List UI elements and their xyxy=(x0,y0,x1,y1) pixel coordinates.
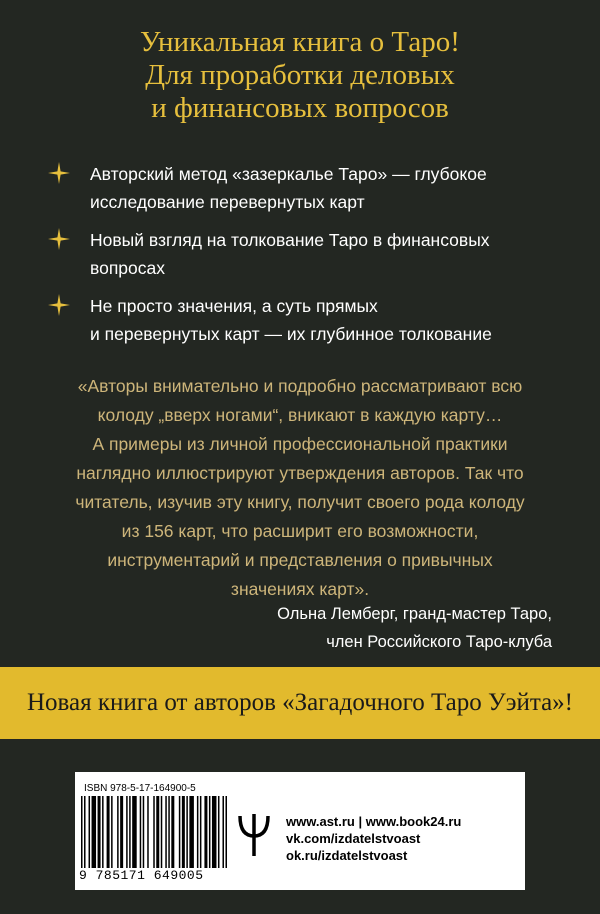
feature-line: Не просто значения, а суть прямых xyxy=(90,296,378,316)
headline-line-3: и финансовых вопросов xyxy=(151,92,449,124)
barcode-panel xyxy=(75,772,525,890)
feature-line: Авторский метод «зазеркалье Таро» — глубокое xyxy=(90,164,487,184)
quote-line: значениях карт». xyxy=(230,579,370,599)
link-ok[interactable]: ok.ru/izdatelstvoast xyxy=(286,848,408,863)
feature-line: Новый взгляд на толкование Таро в финансовых xyxy=(90,230,490,250)
headline-line-2: Для проработки деловых xyxy=(145,59,455,91)
banner-text: Новая книга от авторов «Загадочного Таро Уэйта»! xyxy=(27,689,573,716)
link-websites[interactable]: www.ast.ru | www.book24.ru xyxy=(286,814,462,829)
feature-item xyxy=(48,226,568,282)
feature-line: вопросах xyxy=(90,258,166,278)
headline xyxy=(0,26,600,125)
quote-line: наглядно иллюстрируют утверждения авторов. Так что xyxy=(76,463,524,483)
feature-line: и перевернутых карт — их глубинное толкование xyxy=(90,324,492,344)
quote-line: из 156 карт, что расширит его возможности, xyxy=(121,521,479,541)
attribution-line: член Российского Таро-клуба xyxy=(326,633,552,651)
four-point-star-icon xyxy=(48,228,70,250)
isbn-label: ISBN 978-5-17-164900-5 xyxy=(84,783,196,794)
feature-list xyxy=(48,160,568,358)
barcode-icon xyxy=(81,796,227,868)
four-point-star-icon xyxy=(48,162,70,184)
feature-line: исследование перевернутых карт xyxy=(90,192,365,212)
review-quote xyxy=(30,372,570,604)
feature-item xyxy=(48,292,568,348)
four-point-star-icon xyxy=(48,294,70,316)
quote-line: читатель, изучив эту книгу, получит своего рода колоду xyxy=(75,492,525,512)
quote-line: «Авторы внимательно и подробно рассматривают всю xyxy=(77,376,523,396)
feature-item xyxy=(48,160,568,216)
barcode-digits: 9 785171 649005 xyxy=(79,868,204,883)
psi-logo-icon xyxy=(237,812,271,858)
quote-line: А примеры из личной профессиональной практики xyxy=(92,434,508,454)
quote-line: инструментарий и представления о привычных xyxy=(107,550,493,570)
quote-attribution xyxy=(132,600,552,656)
attribution-line: Ольна Лемберг, гранд-мастер Таро, xyxy=(277,605,552,623)
link-vk[interactable]: vk.com/izdatelstvoast xyxy=(286,831,421,846)
quote-line: колоду „вверх ногами“, вникают в каждую карту… xyxy=(97,405,503,425)
promo-banner xyxy=(0,667,600,739)
publisher-links xyxy=(286,813,461,864)
headline-line-1: Уникальная книга о Таро! xyxy=(140,26,460,58)
